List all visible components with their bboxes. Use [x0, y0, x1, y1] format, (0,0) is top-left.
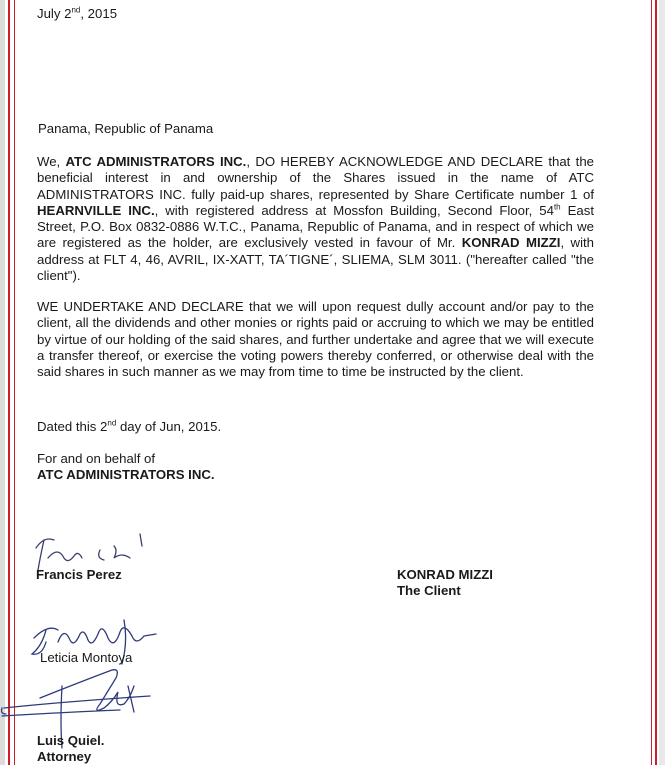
- margin-rule-left-inner: [14, 0, 15, 765]
- letter-place: Panama, Republic of Panama: [38, 121, 214, 136]
- company-name: ATC ADMINISTRATORS INC.: [37, 467, 215, 483]
- scan-edge-right: [659, 0, 665, 765]
- attorney-name: Luis Quiel.: [37, 733, 105, 748]
- margin-rule-right-inner: [651, 0, 652, 765]
- letter-date: July 2nd, 2015: [37, 5, 118, 21]
- signatory-konrad-mizzi: [397, 567, 493, 598]
- client-role: The Client: [397, 582, 461, 598]
- signatory-francis-perez: Francis Perez: [36, 567, 122, 582]
- signatory-luis-quiel: [37, 733, 104, 764]
- margin-rule-left: [8, 0, 10, 765]
- declaration-paragraph: We, ATC ADMINISTRATORS INC., DO HEREBY ACKNOWLEDGE AND DECLARE that the beneficial interest in and ownership of the Shares issued in the name of ATC ADMINISTRATORS INC. fully paid-up shares, represented by Share Certificate number 1 of HEARNVILLE INC., with registered address at Mossfon Building, Second Floor, 54th East Street, P.O. Box 0832-0886 W.T.C., Panama, Republic of Panama, and in respect of which we are registered as the holder, are exclusively vested in favour of Mr. KONRAD MIZZI, with address at FLT 4, 46, AVRIL, IX-XATT, TA´TIGNE´, SLIEMA, SLM 3011. ("hereafter called "the client").: [37, 154, 595, 284]
- signatory-leticia-montoya: Leticia Montoya: [40, 650, 133, 665]
- on-behalf-block: [37, 451, 215, 484]
- margin-rule-right: [655, 0, 657, 765]
- client-name: KONRAD MIZZI: [397, 567, 493, 582]
- dated-line: Dated this 2nd day of Jun, 2015.: [37, 418, 222, 434]
- scan-edge-left: [0, 0, 5, 765]
- on-behalf-label: For and on behalf of: [37, 451, 156, 466]
- attorney-role: Attorney: [37, 748, 92, 764]
- undertaking-paragraph: WE UNDERTAKE AND DECLARE that we will upon request dully account and/or pay to the client, all the dividends and other monies or rights paid or accruing to which we may be entitled by virtue of our holding of the said shares, and further undertake and agree that we will execute a transfer thereof, or exercise the voting powers thereby conferred, or otherwise deal with the said shares in such manner as we may from time to time be instructed by the client.: [37, 299, 594, 380]
